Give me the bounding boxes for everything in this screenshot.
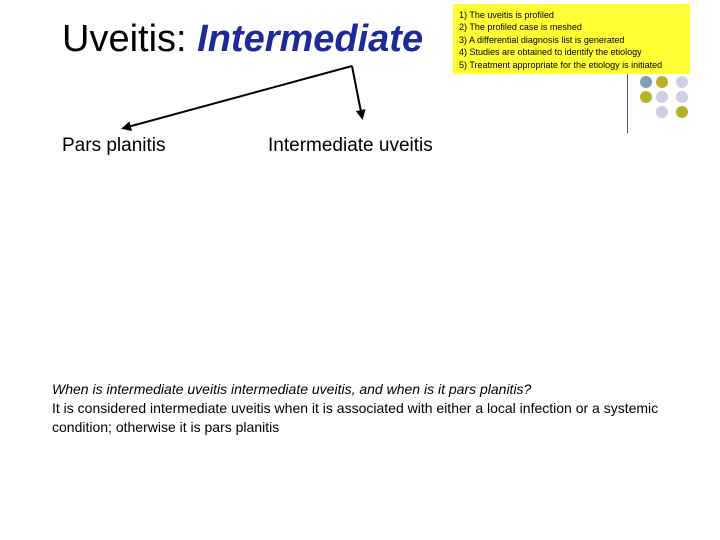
- arrow-to-pars-planitis: [124, 66, 352, 128]
- title-plain: Uveitis:: [62, 18, 198, 60]
- branch-label-pars-planitis: Pars planitis: [62, 135, 166, 156]
- step-item: 4) Studies are obtained to identify the etiology: [459, 47, 642, 58]
- qa-block: [52, 380, 682, 437]
- step-item: 3) A differential diagnosis list is generated: [459, 34, 625, 45]
- title-accent: Intermediate: [197, 18, 424, 60]
- step-item: 1) The uveitis is profiled: [459, 10, 554, 20]
- step-item: 2) The profiled case is meshed: [459, 22, 582, 33]
- question-text: When is intermediate uveitis intermediate uveitis, and when is it pars planitis?: [52, 381, 532, 397]
- step-item: 5) Treatment appropriate for the etiology is initiated: [459, 59, 663, 70]
- branch-label-intermediate-uveitis: Intermediate uveitis: [268, 135, 433, 156]
- answer-text: It is considered intermediate uveitis when it is associated with either a local infection or a systemic condition; otherwise it is pars planitis: [52, 400, 659, 435]
- arrow-to-intermediate-uveitis: [352, 66, 362, 117]
